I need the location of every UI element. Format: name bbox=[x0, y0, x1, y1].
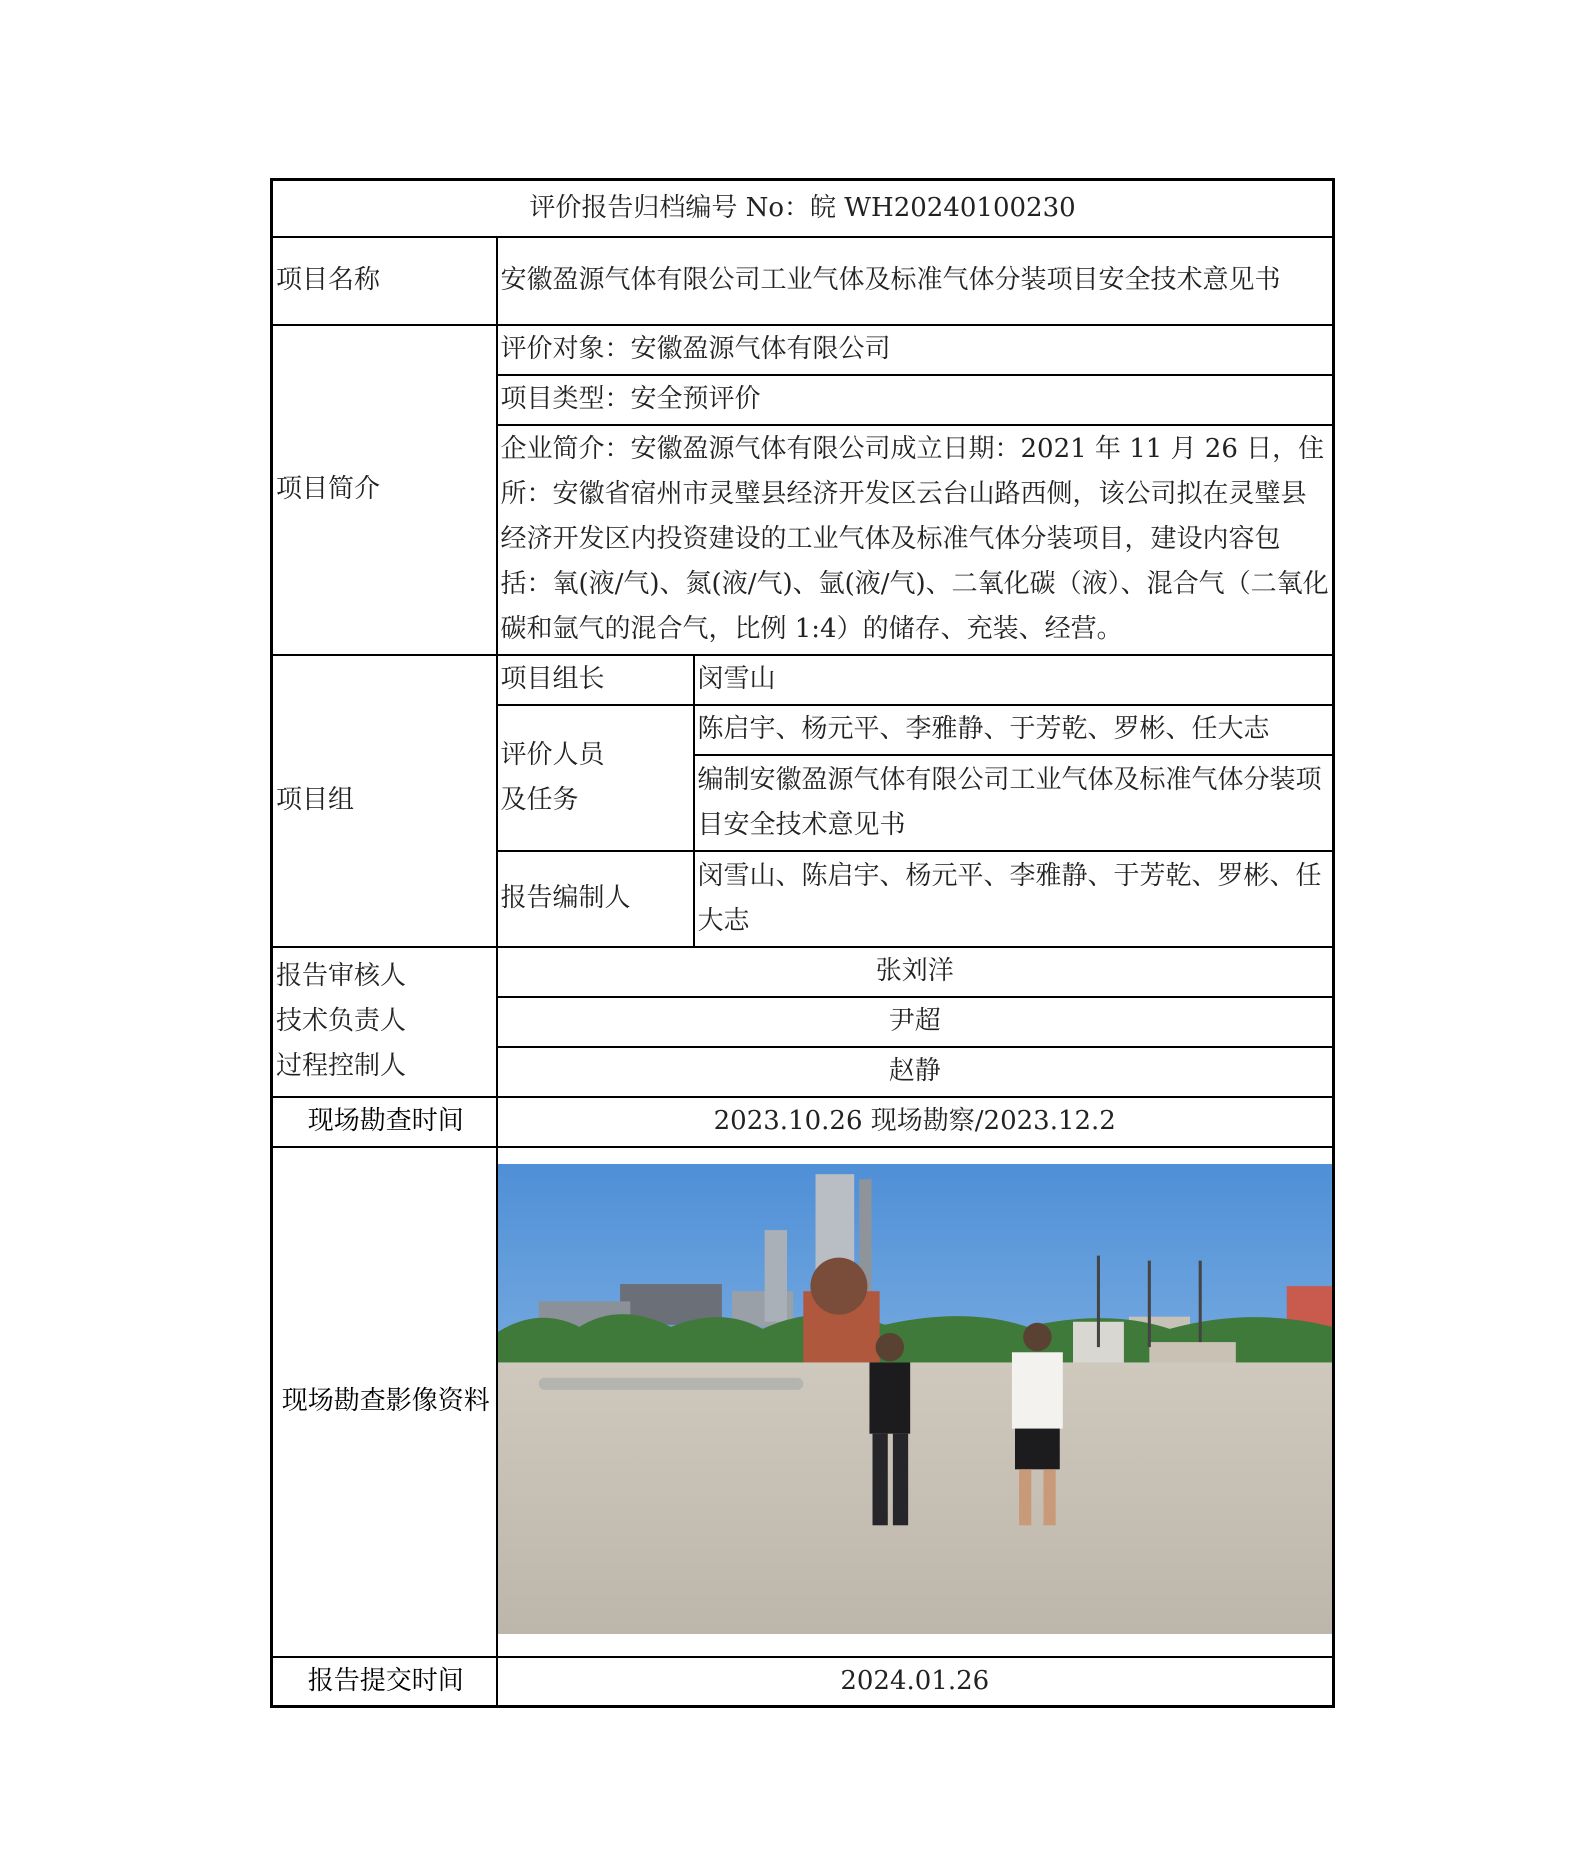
reviewer-label: 报告审核人 bbox=[276, 961, 407, 991]
project-name-value: 安徽盈源气体有限公司工业气体及标准气体分装项目安全技术意见书 bbox=[497, 237, 1334, 325]
leader-value: 闵雪山 bbox=[694, 655, 1334, 705]
survey-photo-label: 现场勘查影像资料 bbox=[272, 1147, 497, 1657]
process-value: 赵静 bbox=[497, 1047, 1334, 1097]
survey-time-value: 2023.10.26 现场勘察/2023.12.2 bbox=[497, 1097, 1334, 1147]
submit-time-value: 2024.01.26 bbox=[497, 1657, 1334, 1707]
site-survey-photo bbox=[498, 1164, 1333, 1634]
tech-label: 技术负责人 bbox=[276, 1006, 407, 1036]
project-name-label: 项目名称 bbox=[272, 237, 497, 325]
reviewer-labels bbox=[272, 947, 497, 1097]
evaluators-label-line1: 评价人员 bbox=[500, 739, 605, 770]
process-label: 过程控制人 bbox=[276, 1051, 407, 1081]
evaluators-value: 陈启宇、杨元平、李雅静、于芳乾、罗彬、任大志 bbox=[694, 705, 1334, 755]
tech-value: 尹超 bbox=[497, 997, 1334, 1047]
survey-time-label: 现场勘查时间 bbox=[272, 1097, 497, 1147]
compiler-value: 闵雪山、陈启宇、杨元平、李雅静、于芳乾、罗彬、任大志 bbox=[694, 851, 1334, 947]
project-intro-label: 项目简介 bbox=[272, 325, 497, 655]
survey-photo-cell bbox=[497, 1147, 1334, 1657]
archive-number: 评价报告归档编号 No：皖 WH20240100230 bbox=[272, 180, 1334, 237]
eval-target: 评价对象：安徽盈源气体有限公司 bbox=[497, 325, 1334, 375]
evaluators-label-line2: 及任务 bbox=[500, 784, 579, 815]
archive-form-table bbox=[270, 178, 1335, 1708]
project-group-label: 项目组 bbox=[272, 655, 497, 947]
company-brief: 企业简介：安徽盈源气体有限公司成立日期：2021 年 11 月 26 日，住所：安徽省宿州市灵璧县经济开发区云台山路西侧，该公司拟在灵璧县经济开发区内投资建设的工业气体及标准气体分装项目，建设内容包括：氧(液/气)、氮(液/气)、氩(液/气)、二氧化碳（液）、混合气（二氧化碳和氩气的混合气，比例 1:4）的储存、充装、经营。 bbox=[497, 425, 1334, 655]
compiler-label: 报告编制人 bbox=[497, 851, 694, 947]
evaluators-label bbox=[497, 705, 694, 851]
project-type: 项目类型：安全预评价 bbox=[497, 375, 1334, 425]
reviewer-value: 张刘洋 bbox=[497, 947, 1334, 997]
leader-label: 项目组长 bbox=[497, 655, 694, 705]
submit-time-label: 报告提交时间 bbox=[272, 1657, 497, 1707]
task-value: 编制安徽盈源气体有限公司工业气体及标准气体分装项目安全技术意见书 bbox=[694, 755, 1334, 851]
